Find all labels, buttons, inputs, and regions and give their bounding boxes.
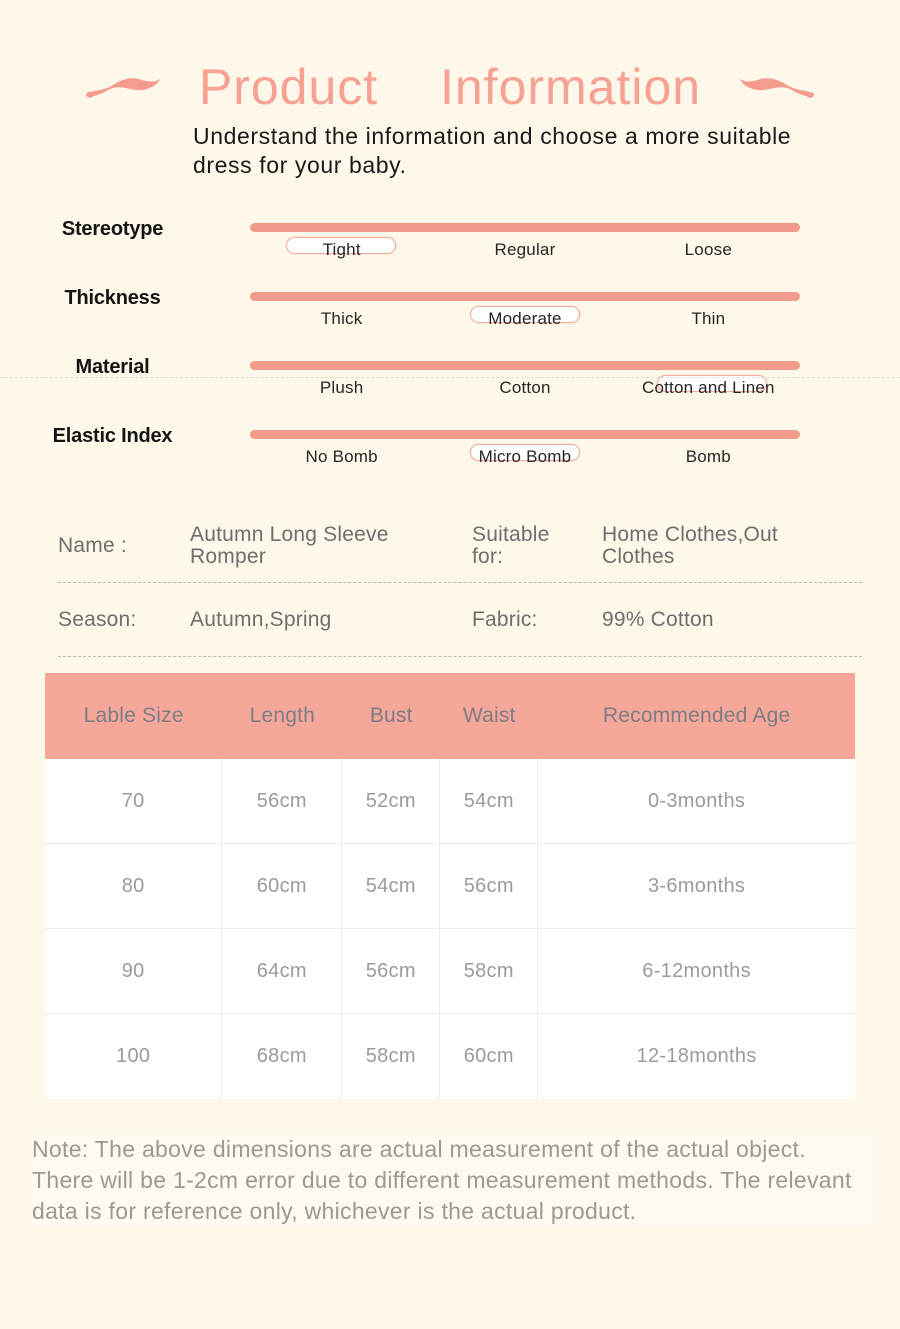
fabric-label: Fabric: [472, 607, 538, 631]
slider-track [250, 361, 800, 370]
table-cell: 0-3months [538, 759, 855, 844]
slider-option: Moderate [488, 309, 562, 328]
size-table [45, 673, 855, 1099]
table-cell: 56cm [440, 844, 538, 929]
page-subtitle: Understand the information and choose a more suitable dress for your baby. [193, 123, 792, 178]
table-cell: 90 [45, 929, 222, 1014]
slider-row-thickness [0, 274, 900, 343]
season-value: Autumn,Spring [190, 607, 332, 631]
table-cell: 52cm [342, 759, 440, 844]
slider-track [250, 223, 800, 232]
table-cell: 68cm [222, 1014, 342, 1099]
slider-option: Cotton and Linen [641, 378, 775, 397]
slider-option: Tight [322, 240, 361, 259]
column-header: Length [249, 704, 316, 727]
slider-track [250, 292, 800, 301]
slider-option: Micro Bomb [478, 447, 572, 466]
table-cell: 60cm [222, 844, 342, 929]
slider-track [250, 430, 800, 439]
table-cell: 58cm [342, 1014, 440, 1099]
slider-options [250, 378, 800, 398]
name-value: Autumn Long Sleeve Romper [190, 523, 389, 568]
table-cell: 60cm [440, 1014, 538, 1099]
slider-option: Bomb [685, 447, 731, 466]
slider-option: Thick [320, 309, 363, 328]
suitable-for-value: Home Clothes,Out Clothes [602, 523, 778, 568]
slider-label: Elastic Index [52, 425, 173, 447]
size-table-body [45, 759, 855, 1099]
page-title: Product Information [198, 59, 702, 115]
column-header: Recommended Age [602, 704, 791, 727]
slider-row-stereotype [0, 205, 900, 274]
table-row [45, 759, 855, 844]
name-label: Name : [58, 534, 127, 557]
table-cell: 70 [45, 759, 222, 844]
column-header: Lable Size [83, 704, 184, 727]
table-cell: 100 [45, 1014, 222, 1099]
header [0, 58, 900, 116]
table-cell: 54cm [342, 844, 440, 929]
column-header: Waist [462, 704, 516, 727]
table-cell: 64cm [222, 929, 342, 1014]
stitch-seam-line [0, 377, 900, 378]
table-cell: 58cm [440, 929, 538, 1014]
column-header: Bust [369, 704, 413, 727]
table-cell: 56cm [342, 929, 440, 1014]
slider-options [250, 240, 800, 260]
detail-row-season [58, 583, 862, 657]
fabric-value: 99% Cotton [602, 607, 714, 631]
slider-label: Stereotype [61, 218, 164, 240]
slider-options [250, 309, 800, 329]
table-row [45, 844, 855, 929]
product-details [58, 510, 862, 657]
table-cell: 56cm [222, 759, 342, 844]
slider-options [250, 447, 800, 467]
suitable-for-label: Suitable for: [472, 523, 550, 568]
season-label: Season: [58, 607, 137, 631]
slider-option: Cotton [499, 378, 551, 397]
table-cell: 12-18months [636, 1045, 757, 1067]
table-cell: 80 [45, 844, 222, 929]
slider-label: Material [75, 356, 150, 378]
size-table-header [45, 673, 855, 759]
measurement-note: Note: The above dimensions are actual measurement of the actual object. There will be 1-2cm error due to different measurement methods. The relevant data is for reference only, whichever is the actual product. [32, 1134, 872, 1227]
swash-right-icon [737, 72, 815, 102]
table-cell: 54cm [440, 759, 538, 844]
table-row [45, 1014, 855, 1099]
slider-row-elastic-index [0, 412, 900, 481]
table-cell: 6-12months [538, 929, 855, 1014]
slider-option: No Bomb [305, 447, 378, 466]
slider-option: Regular [494, 240, 556, 259]
table-cell: 3-6months [538, 844, 855, 929]
swash-left-icon [85, 72, 163, 102]
table-row [45, 929, 855, 1014]
slider-option: Loose [684, 240, 732, 259]
detail-row-name [58, 510, 862, 583]
slider-option: Thin [691, 309, 726, 328]
slider-option: Plush [319, 378, 364, 397]
attribute-sliders [0, 205, 900, 481]
slider-label: Thickness [64, 287, 161, 309]
